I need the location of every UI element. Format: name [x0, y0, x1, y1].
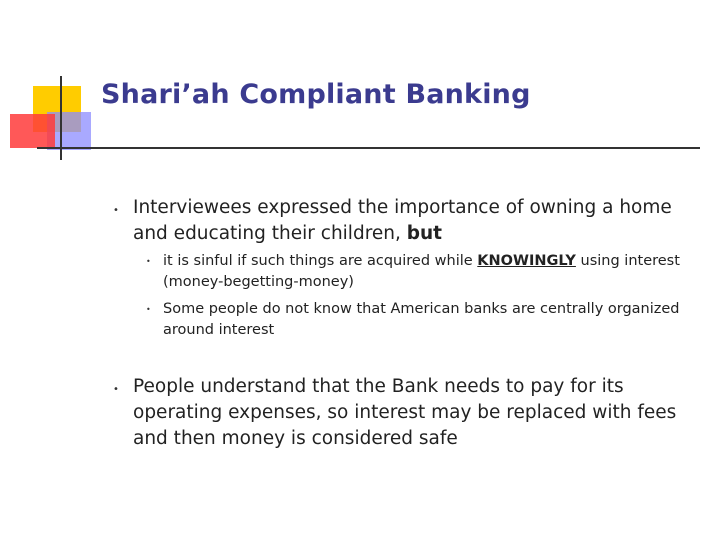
sub-bullet-1-after: using interest (money-begetting-money)	[163, 253, 680, 290]
bullet-1-bold: but	[406, 223, 443, 244]
bullet-marker: •	[113, 384, 119, 395]
sub-bullet-1-text	[163, 251, 683, 293]
bullet-2-body: People understand that the Bank needs to pay for its operating expenses, so interest may be replaced with fees and then money is considered safe	[133, 376, 677, 449]
sub-bullet-marker: •	[146, 257, 151, 266]
sub-bullet-marker: •	[146, 305, 151, 314]
sub-bullet-1-emphasis: KNOWINGLY	[477, 253, 576, 269]
sub-bullet-2-text	[163, 299, 683, 341]
bullet-2-text	[133, 374, 693, 452]
sub-bullet-2-body: Some people do not know that American banks are centrally organized around interest	[163, 301, 680, 338]
slide-title: Shari’ah Compliant Banking	[101, 79, 531, 110]
bullet-1-body: Interviewees expressed the importance of owning a home and educating their children,	[133, 197, 672, 244]
sub-bullet-1-before: it is sinful if such things are acquired while	[163, 253, 478, 269]
bullet-marker: •	[113, 205, 119, 216]
bullet-1-text	[133, 195, 693, 247]
